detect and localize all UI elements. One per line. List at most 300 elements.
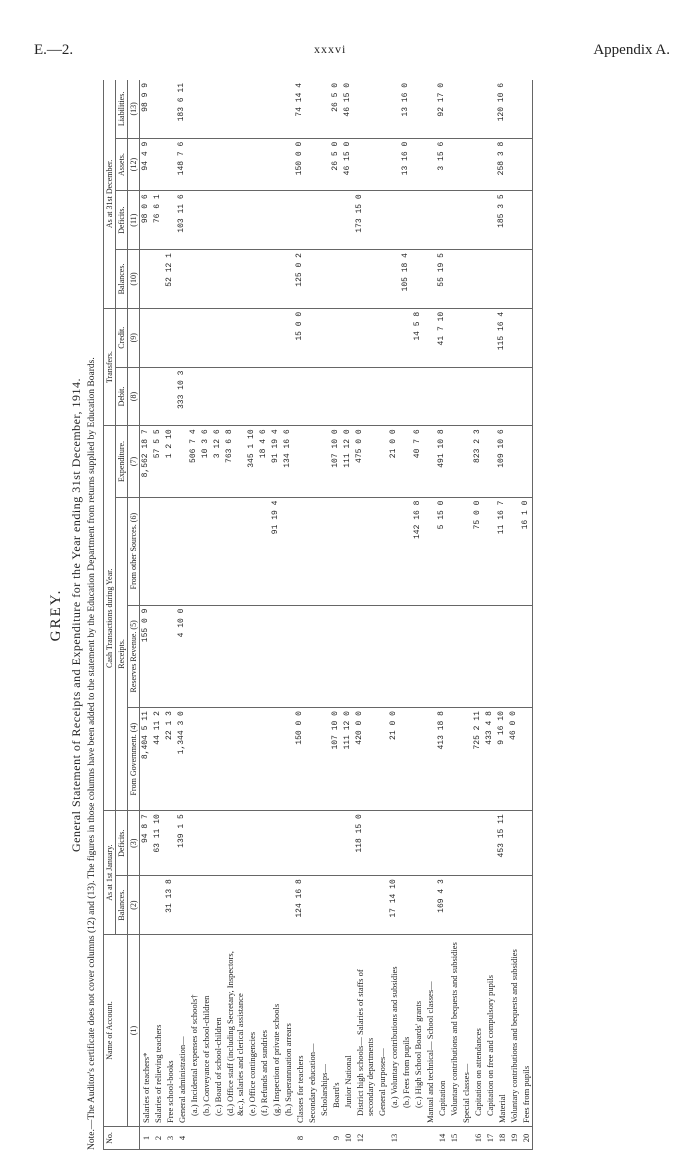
cell-c11 <box>424 191 436 250</box>
cell-c4 <box>270 708 282 811</box>
cell-c8 <box>484 367 496 426</box>
cell-c13 <box>472 80 484 138</box>
cell-c8 <box>188 367 200 426</box>
cell-c9 <box>400 308 412 367</box>
cell-c9: 15 0 0 <box>294 308 306 367</box>
group-receipts-header: Receipts. <box>116 497 128 811</box>
cell-c11: 98 0 6 <box>140 191 153 250</box>
col-3-number: (3) <box>128 811 140 876</box>
cell-c6 <box>354 497 376 605</box>
cell-c6 <box>460 497 472 605</box>
cell-c4: 111 12 0 <box>342 708 354 811</box>
cell-c9 <box>508 308 520 367</box>
cell-c10 <box>508 250 520 309</box>
cell-c10 <box>484 250 496 309</box>
cell-c7 <box>176 426 188 497</box>
cell-c2 <box>188 876 200 935</box>
cell-c4 <box>376 708 388 811</box>
row-number <box>376 1127 388 1150</box>
cell-c6 <box>424 497 436 605</box>
cell-c5 <box>508 605 520 708</box>
cell-c11 <box>200 191 212 250</box>
cell-c6 <box>140 497 153 605</box>
account-name: Capitation <box>436 935 448 1127</box>
cell-c4: 44 11 2 <box>152 708 164 811</box>
cell-c7 <box>318 426 330 497</box>
col-9-number: (9) <box>128 308 140 367</box>
cell-c3 <box>224 811 246 876</box>
cell-c8 <box>376 367 388 426</box>
cell-c2 <box>520 876 533 935</box>
cell-c9 <box>188 308 200 367</box>
table-row <box>520 80 533 1150</box>
cell-c8 <box>270 367 282 426</box>
cell-c10 <box>188 250 200 309</box>
cell-c6: 11 16 7 <box>496 497 508 605</box>
table-row <box>306 80 318 1150</box>
cell-c12 <box>212 138 224 191</box>
cell-c11 <box>460 191 472 250</box>
cell-c11 <box>342 191 354 250</box>
cell-c5 <box>164 605 176 708</box>
cell-c6 <box>224 497 246 605</box>
table-row <box>318 80 330 1150</box>
cell-c5 <box>212 605 224 708</box>
col-11-header: Deficits. <box>116 191 128 250</box>
cell-c10: 125 0 2 <box>294 250 306 309</box>
cell-c7 <box>520 426 533 497</box>
cell-c5 <box>282 605 294 708</box>
cell-c5 <box>412 605 424 708</box>
cell-c9 <box>200 308 212 367</box>
cell-c7: 109 10 6 <box>496 426 508 497</box>
cell-c5: 155 0 9 <box>140 605 153 708</box>
table-row <box>448 80 460 1150</box>
cell-c10 <box>520 250 533 309</box>
cell-c6 <box>164 497 176 605</box>
cell-c4 <box>400 708 412 811</box>
cell-c11 <box>520 191 533 250</box>
cell-c4 <box>424 708 436 811</box>
col-no-header: No. <box>104 1127 140 1150</box>
table-row <box>188 80 200 1150</box>
cell-c7: 823 2 3 <box>472 426 484 497</box>
cell-c13: 98 9 9 <box>140 80 153 138</box>
cell-c10 <box>212 250 224 309</box>
cell-c5 <box>424 605 436 708</box>
cell-c3 <box>436 811 448 876</box>
cell-c13 <box>282 80 294 138</box>
cell-c2 <box>496 876 508 935</box>
cell-c12 <box>520 138 533 191</box>
account-name: (b.) Conveyance of school-children <box>200 935 212 1127</box>
cell-c12: 150 0 0 <box>294 138 306 191</box>
account-name: Free school-books <box>164 935 176 1127</box>
cell-c10 <box>424 250 436 309</box>
account-name: Salaries of relieving teachers <box>152 935 164 1127</box>
cell-c3: 453 15 11 <box>496 811 508 876</box>
row-number <box>212 1127 224 1150</box>
cell-c6 <box>306 497 318 605</box>
cell-c13 <box>484 80 496 138</box>
cell-c13 <box>460 80 472 138</box>
row-number: 15 <box>448 1127 460 1150</box>
col-4-label: From Government. <box>129 734 138 796</box>
col-1-number: (1) <box>128 935 140 1127</box>
cell-c4 <box>200 708 212 811</box>
cell-c7: 107 10 0 <box>330 426 342 497</box>
account-name: Material <box>496 935 508 1127</box>
cell-c10 <box>496 250 508 309</box>
cell-c7: 763 6 8 <box>224 426 246 497</box>
cell-c10 <box>246 250 258 309</box>
row-number <box>282 1127 294 1150</box>
cell-c9 <box>376 308 388 367</box>
cell-c9 <box>164 308 176 367</box>
cell-c12 <box>412 138 424 191</box>
cell-c2 <box>306 876 318 935</box>
cell-c2 <box>448 876 460 935</box>
cell-c9: 14 5 8 <box>412 308 424 367</box>
col-12-header: Assets. <box>116 138 128 191</box>
cell-c6: 142 16 8 <box>412 497 424 605</box>
table-row <box>140 80 153 1150</box>
cell-c5 <box>354 605 376 708</box>
cell-c4 <box>412 708 424 811</box>
cell-c12 <box>484 138 496 191</box>
cell-c12 <box>200 138 212 191</box>
cell-c6 <box>484 497 496 605</box>
cell-c10 <box>330 250 342 309</box>
cell-c11: 76 6 1 <box>152 191 164 250</box>
cell-c10 <box>270 250 282 309</box>
cell-c13: 92 17 0 <box>436 80 448 138</box>
cell-c11 <box>388 191 400 250</box>
table-row <box>330 80 342 1150</box>
cell-c8 <box>342 367 354 426</box>
group-cash-header: Cash Transactions during Year. <box>104 426 116 811</box>
cell-c11 <box>212 191 224 250</box>
table-row <box>270 80 282 1150</box>
cell-c3 <box>330 811 342 876</box>
cell-c10: 52 12 1 <box>164 250 176 309</box>
cell-c8 <box>294 367 306 426</box>
cell-c4: 420 0 0 <box>354 708 376 811</box>
table-row <box>176 80 188 1150</box>
cell-c13 <box>164 80 176 138</box>
cell-c13 <box>152 80 164 138</box>
cell-c5 <box>376 605 388 708</box>
cell-c10: 105 18 4 <box>400 250 412 309</box>
cell-c11 <box>448 191 460 250</box>
cell-c8 <box>472 367 484 426</box>
cell-c5 <box>152 605 164 708</box>
cell-c3 <box>342 811 354 876</box>
cell-c7: 111 12 0 <box>342 426 354 497</box>
cell-c2: 169 4 3 <box>436 876 448 935</box>
cell-c10 <box>342 250 354 309</box>
cell-c7: 10 3 6 <box>200 426 212 497</box>
cell-c9 <box>330 308 342 367</box>
cell-c8 <box>212 367 224 426</box>
cell-c5 <box>258 605 270 708</box>
cell-c3 <box>246 811 258 876</box>
account-name: Board's <box>330 935 342 1127</box>
cell-c11 <box>270 191 282 250</box>
cell-c7 <box>376 426 388 497</box>
cell-c7: 21 0 0 <box>388 426 400 497</box>
cell-c8 <box>520 367 533 426</box>
cell-c4 <box>188 708 200 811</box>
cell-c10 <box>200 250 212 309</box>
cell-c12: 3 15 6 <box>436 138 448 191</box>
row-number: 10 <box>342 1127 354 1150</box>
cell-c11 <box>508 191 520 250</box>
cell-c6: 91 19 4 <box>270 497 282 605</box>
row-number <box>424 1127 436 1150</box>
cell-c3 <box>484 811 496 876</box>
account-name: (c.) High School Boards' grants <box>412 935 424 1127</box>
cell-c7: 491 10 8 <box>436 426 448 497</box>
cell-c9: 41 7 10 <box>436 308 448 367</box>
cell-c13 <box>448 80 460 138</box>
cell-c4 <box>460 708 472 811</box>
section-title: GREY. <box>48 588 64 642</box>
cell-c8 <box>140 367 153 426</box>
cell-c3 <box>508 811 520 876</box>
col-6-num: (6) <box>129 512 138 523</box>
col-6-number <box>128 497 140 605</box>
cell-c9 <box>342 308 354 367</box>
account-name: Junior National <box>342 935 354 1127</box>
cell-c10 <box>472 250 484 309</box>
account-name: Voluntary contributions and bequests and subsidies <box>508 935 520 1127</box>
cell-c5 <box>472 605 484 708</box>
col-3-header: Deficits. <box>116 811 128 876</box>
account-name: Fees from pupils <box>520 935 533 1127</box>
cell-c4: 46 0 0 <box>508 708 520 811</box>
cell-c9 <box>424 308 436 367</box>
cell-c11 <box>164 191 176 250</box>
cell-c12: 13 16 0 <box>400 138 412 191</box>
row-number <box>318 1127 330 1150</box>
col-5-label: Reserves Revenue. <box>129 631 138 693</box>
group-transfers-header: Transfers. <box>104 308 116 426</box>
cell-c4 <box>212 708 224 811</box>
cell-c5 <box>270 605 282 708</box>
cell-c11 <box>330 191 342 250</box>
col-8-number: (8) <box>128 367 140 426</box>
cell-c2 <box>412 876 424 935</box>
cell-c2 <box>376 876 388 935</box>
account-name: (a.) Voluntary contributions and subsidies <box>388 935 400 1127</box>
cell-c7 <box>424 426 436 497</box>
cell-c3: 139 1 5 <box>176 811 188 876</box>
cell-c2 <box>484 876 496 935</box>
cell-c6 <box>258 497 270 605</box>
col-10-number: (10) <box>128 250 140 309</box>
cell-c10 <box>354 250 376 309</box>
table-row <box>354 80 376 1150</box>
cell-c7: 345 1 10 <box>246 426 258 497</box>
row-number <box>270 1127 282 1150</box>
cell-c9 <box>448 308 460 367</box>
cell-c12 <box>472 138 484 191</box>
statement-title: General Statement of Receipts and Expenditure for the Year ending 31st December, 1914. <box>69 377 83 853</box>
account-name: Voluntary contributions and bequests and subsidies <box>448 935 460 1127</box>
cell-c4 <box>258 708 270 811</box>
cell-c7 <box>484 426 496 497</box>
cell-c6 <box>246 497 258 605</box>
row-number: 18 <box>496 1127 508 1150</box>
row-number: 16 <box>472 1127 484 1150</box>
row-number <box>188 1127 200 1150</box>
row-number <box>400 1127 412 1150</box>
cell-c10 <box>282 250 294 309</box>
cell-c13: 26 5 0 <box>330 80 342 138</box>
cell-c2 <box>460 876 472 935</box>
cell-c8 <box>436 367 448 426</box>
cell-c7 <box>460 426 472 497</box>
table-row <box>460 80 472 1150</box>
cell-c7: 8,562 18 7 <box>140 426 153 497</box>
cell-c12 <box>164 138 176 191</box>
col-2-header: Balances. <box>116 876 128 935</box>
cell-c3 <box>388 811 400 876</box>
cell-c6 <box>200 497 212 605</box>
row-number <box>224 1127 246 1150</box>
col-4-num: (4) <box>129 722 138 733</box>
cell-c8 <box>306 367 318 426</box>
table-row <box>224 80 246 1150</box>
cell-c12 <box>188 138 200 191</box>
cell-c6: 16 1 0 <box>520 497 533 605</box>
cell-c7: 57 5 5 <box>152 426 164 497</box>
cell-c3 <box>270 811 282 876</box>
cell-c12 <box>354 138 376 191</box>
cell-c3 <box>306 811 318 876</box>
cell-c4: 413 18 8 <box>436 708 448 811</box>
cell-c2 <box>282 876 294 935</box>
cell-c2 <box>224 876 246 935</box>
cell-c13 <box>520 80 533 138</box>
cell-c5 <box>224 605 246 708</box>
cell-c8 <box>412 367 424 426</box>
cell-c6 <box>342 497 354 605</box>
col-name-header: Name of Account. <box>104 935 128 1127</box>
cell-c5 <box>306 605 318 708</box>
cell-c9 <box>152 308 164 367</box>
cell-c11: 173 15 0 <box>354 191 376 250</box>
table-row <box>342 80 354 1150</box>
cell-c13 <box>318 80 330 138</box>
cell-c6 <box>388 497 400 605</box>
cell-c9: 115 16 4 <box>496 308 508 367</box>
rotated-table-page <box>48 80 668 1150</box>
cell-c4: 22 1 3 <box>164 708 176 811</box>
cell-c12 <box>306 138 318 191</box>
cell-c8 <box>330 367 342 426</box>
cell-c9 <box>212 308 224 367</box>
cell-c11: 185 3 5 <box>496 191 508 250</box>
cell-c4 <box>306 708 318 811</box>
cell-c8 <box>282 367 294 426</box>
cell-c9 <box>484 308 496 367</box>
cell-c8: 333 10 3 <box>176 367 188 426</box>
cell-c3 <box>318 811 330 876</box>
table-row <box>424 80 436 1150</box>
cell-c5 <box>330 605 342 708</box>
row-number <box>258 1127 270 1150</box>
table-row <box>294 80 306 1150</box>
cell-c13 <box>258 80 270 138</box>
cell-c13 <box>354 80 376 138</box>
cell-c2 <box>472 876 484 935</box>
account-name: Classes for teachers <box>294 935 306 1127</box>
row-number: 17 <box>484 1127 496 1150</box>
table-row <box>152 80 164 1150</box>
cell-c6 <box>188 497 200 605</box>
cell-c11 <box>412 191 424 250</box>
cell-c4: 107 10 0 <box>330 708 342 811</box>
cell-c5: 4 10 0 <box>176 605 188 708</box>
table-row <box>412 80 424 1150</box>
cell-c3 <box>188 811 200 876</box>
cell-c9 <box>176 308 188 367</box>
cell-c11 <box>294 191 306 250</box>
cell-c11 <box>376 191 388 250</box>
cell-c9 <box>270 308 282 367</box>
cell-c2 <box>258 876 270 935</box>
account-name: (h.) Superannuation arrears <box>282 935 294 1127</box>
cell-c5 <box>400 605 412 708</box>
cell-c11 <box>246 191 258 250</box>
cell-c7: 91 19 4 <box>270 426 282 497</box>
cell-c13 <box>246 80 258 138</box>
cell-c3 <box>460 811 472 876</box>
col-4-number <box>128 708 140 811</box>
cell-c13 <box>188 80 200 138</box>
account-name: (d.) Office staff (including Secretary, Inspectors, &c.), salaries and clerical assistance <box>224 935 246 1127</box>
cell-c8 <box>354 367 376 426</box>
col-2-number: (2) <box>128 876 140 935</box>
cell-c3 <box>376 811 388 876</box>
cell-c10 <box>318 250 330 309</box>
auditor-note: Note.—The Auditor's certificate does not cover columns (12) and (13). The figures in those columns have been added to the statement by the Education Department from returns supplied by Education Boards. <box>87 357 97 1150</box>
cell-c7: 1 2 10 <box>164 426 176 497</box>
cell-c7 <box>294 426 306 497</box>
cell-c3 <box>412 811 424 876</box>
cell-c11 <box>282 191 294 250</box>
cell-c3 <box>258 811 270 876</box>
page-number: xxxvi <box>314 42 347 56</box>
cell-c6 <box>212 497 224 605</box>
table-row <box>212 80 224 1150</box>
cell-c5 <box>318 605 330 708</box>
cell-c4 <box>246 708 258 811</box>
cell-c8 <box>152 367 164 426</box>
cell-c4: 21 0 0 <box>388 708 400 811</box>
row-number <box>412 1127 424 1150</box>
cell-c2 <box>330 876 342 935</box>
cell-c6 <box>376 497 388 605</box>
cell-c3: 118 15 0 <box>354 811 376 876</box>
col-5-num: (5) <box>129 620 138 630</box>
cell-c11 <box>258 191 270 250</box>
cell-c13 <box>424 80 436 138</box>
row-number <box>460 1127 472 1150</box>
col-5-number <box>128 605 140 708</box>
